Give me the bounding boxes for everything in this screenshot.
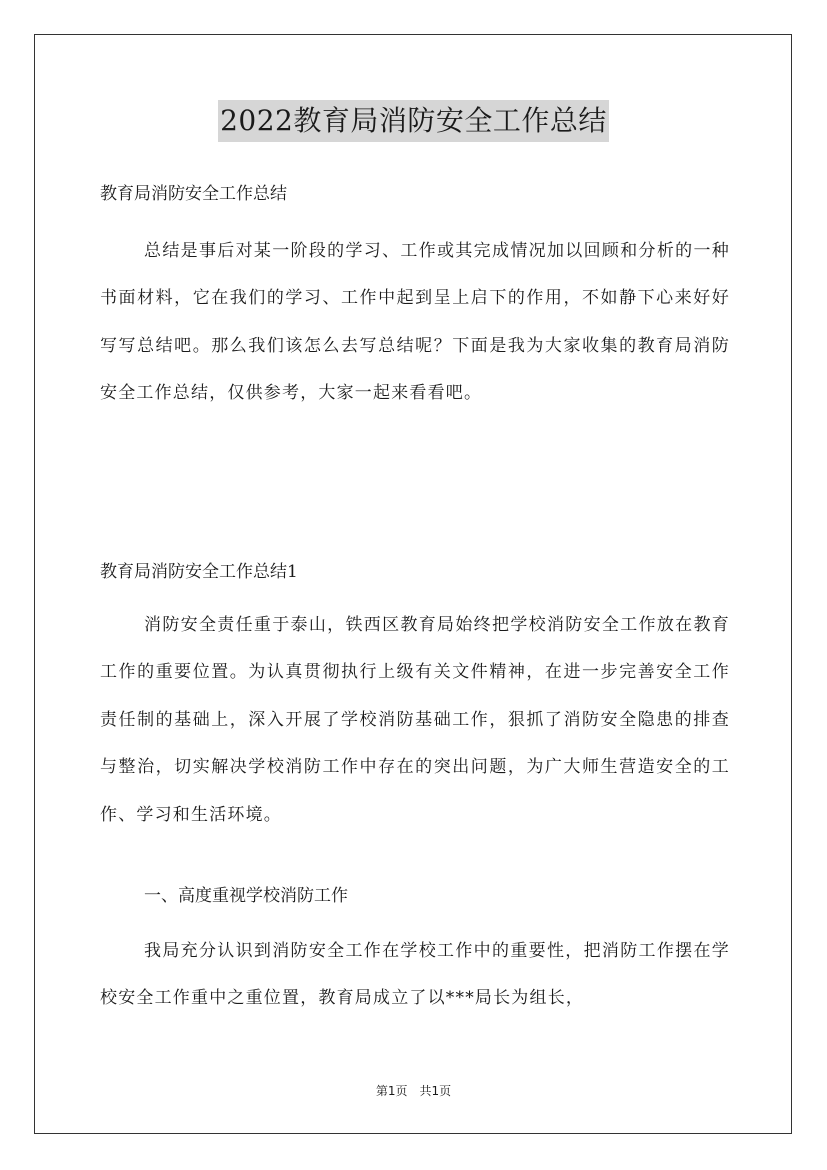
- page-footer: 第1页 共1页: [375, 1084, 452, 1098]
- intro-paragraph: 总结是事后对某一阶段的学习、工作或其完成情况加以回顾和分析的一种书面材料，它在我们的学习、工作中起到呈上启下的作用，不如静下心来好好写写总结吧。那么我们该怎么去写总结呢？下面是我为大家收集的教育局消防安全工作总结，仅供参考，大家一起来看看吧。: [100, 241, 730, 404]
- document-title: 2022教育局消防安全工作总结: [218, 100, 609, 142]
- sub-heading: 一、高度重视学校消防工作: [144, 886, 348, 906]
- document-heading: 教育局消防安全工作总结: [100, 184, 287, 204]
- section-heading: 教育局消防安全工作总结1: [100, 562, 298, 582]
- section-paragraph: 消防安全责任重于泰山，铁西区教育局始终把学校消防安全工作放在教育工作的重要位置。为认真贯彻执行上级有关文件精神，在进一步完善安全工作责任制的基础上，深入开展了学校消防基础工作，狠抓了消防安全隐患的排查与整治，切实解决学校消防工作中存在的突出问题，为广大师生营造安全的工作、学习和生活环境。: [100, 615, 730, 825]
- title-container: [0, 100, 827, 142]
- section-paragraph-2: 我局充分认识到消防安全工作在学校工作中的重要性，把消防工作摆在学校安全工作重中之重位置，教育局成立了以***局长为组长，: [100, 941, 730, 1009]
